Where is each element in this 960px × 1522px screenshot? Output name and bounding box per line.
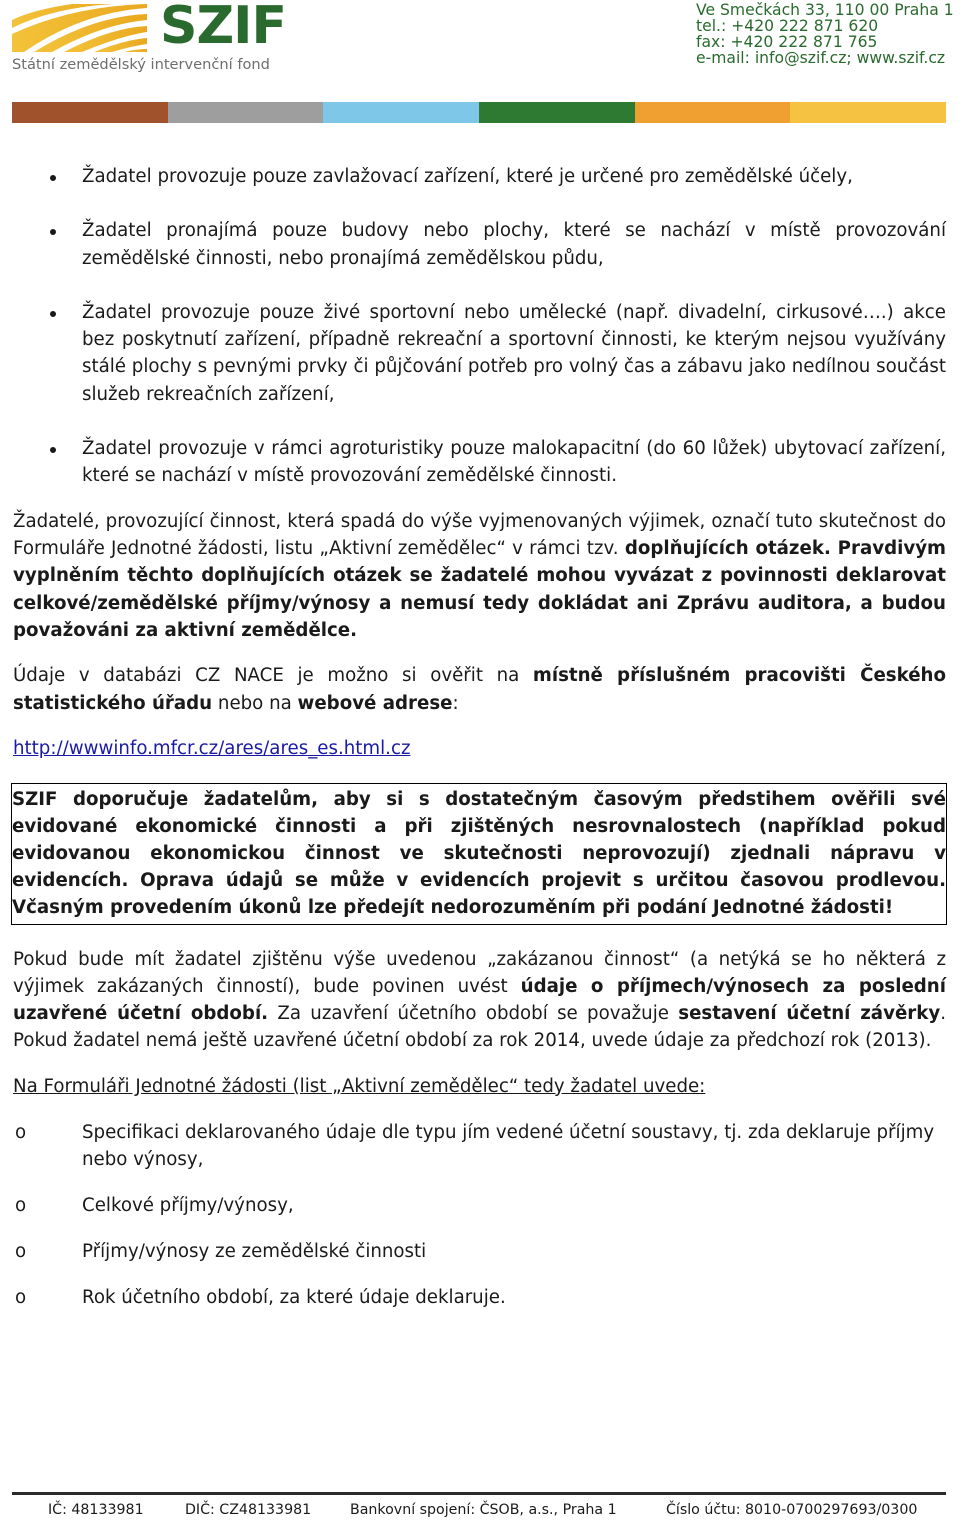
color-segment	[323, 102, 479, 123]
contact-email-web[interactable]: e-mail: info@szif.cz; www.szif.cz	[696, 49, 946, 67]
paragraph-forbidden-activity: Pokud bude mít žadatel zjištěnu výše uvedenou „zakázanou činnost“ (a netýká se ho některá z výjimek zakázaných činností), bude povinen uvést údaje o příjmech/výnosech za poslední uzavřené účetní období. Za uzavření účetního období se považuje sestavení účetní závěrky. Pokud žadatel nemá ještě uzavřené účetní období za rok 2014, uvede údaje za předchozí rok (2013).	[13, 948, 946, 1052]
list-item: Žadatel provozuje v rámci agroturistiky pouze malokapacitní (do 60 lůžek) ubytovací zařízení, které se nachází v místě provozování zemědělské činnosti.	[13, 435, 946, 489]
circle-bullet-icon: o	[15, 1241, 27, 1263]
ares-link-paragraph	[13, 735, 946, 762]
contact-fax: fax: +420 222 871 765	[696, 33, 878, 51]
list-item: o Rok účetního období, za které údaje deklaruje.	[13, 1284, 946, 1311]
szif-logo	[12, 0, 287, 74]
brand-color-bar	[12, 102, 946, 123]
color-segment	[635, 102, 791, 123]
contact-address: Ve Smečkách 33, 110 00 Praha 1	[696, 1, 954, 19]
paragraph-supplementary-questions: Žadatelé, provozující činnost, která spadá do výše vyjmenovaných výjimek, označí tuto skutečnost do Formuláře Jednotné žádosti, listu „Aktivní zemědělec“ v rámci tzv. doplňujících otázek. Pravdivým vyplněním těchto doplňujících otázek se žadatelé mohou vyvázat z povinnosti deklarovat celkové/zemědělské příjmy/výnosy a nemusí tedy dokládat ani Zprávu auditora, a budou považováni za aktivní zemědělce.	[13, 510, 946, 641]
bullet-icon	[50, 175, 56, 181]
footer-account: Číslo účtu: 8010-0700297693/0300	[666, 1502, 918, 1518]
footer-bank: Bankovní spojení: ČSOB, a.s., Praha 1	[350, 1502, 617, 1518]
list-item: Žadatel pronajímá pouze budovy nebo plochy, které se nachází v místě provozování zemědělské činnosti, nebo pronajímá zemědělskou půdu,	[13, 217, 946, 271]
recommendation-box: SZIF doporučuje žadatelům, aby si s dostatečným časovým předstihem ověřili své evidované ekonomické činnosti a při zjištěných nesrovnalostech (například pokud evidovanou ekonomickou činnost ve skutečnosti neprovozují) zjednali nápravu v evidencích. Oprava údajů se může v evidencích projevit s určitou časovou prodlevou. Včasným provedením úkonů lze předejít nedorozuměním při podání Jednotné žádosti!	[11, 783, 947, 925]
list-heading: Na Formuláři Jednotné žádosti (list „Aktivní zemědělec“ tedy žadatel uvede:	[13, 1075, 706, 1097]
list-item: o Celkové příjmy/výnosy,	[13, 1192, 946, 1219]
color-segment	[12, 102, 168, 123]
ares-link[interactable]: http://wwwinfo.mfcr.cz/ares/ares_es.html.cz	[13, 738, 411, 760]
field-stripes-logo-icon	[12, 4, 147, 52]
color-segment	[168, 102, 324, 123]
color-segment	[479, 102, 635, 123]
list-item: Žadatel provozuje pouze zavlažovací zařízení, které je určené pro zemědělské účely,	[13, 163, 946, 190]
list-item: o Příjmy/výnosy ze zemědělské činnosti	[13, 1238, 946, 1265]
document-body	[13, 163, 946, 1331]
bullet-icon	[50, 311, 56, 317]
color-segment	[790, 102, 946, 123]
footer-ico: IČ: 48133981	[48, 1502, 144, 1518]
paragraph-cz-nace: Údaje v databázi CZ NACE je možno si ověřit na místně příslušném pracovišti Českého statistického úřadu nebo na webové adrese:	[13, 665, 946, 714]
exception-list	[13, 163, 946, 489]
circle-bullet-icon: o	[15, 1121, 27, 1143]
contact-phone: tel.: +420 222 871 620	[696, 17, 879, 35]
list-item: Žadatel provozuje pouze živé sportovní nebo umělecké (např. divadelní, cirkusové….) akce bez poskytnutí zařízení, případně rekreační a sportovní činnosti, ke kterým nejsou využívány stálé plochy s pevnými prvky či půjčování potřeb pro volný čas a zábavu jako nedílnou součást služeb rekreačních zařízení,	[13, 299, 946, 408]
declaration-list	[13, 1119, 946, 1312]
list-item: o Specifikaci deklarovaného údaje dle typu jím vedené účetní soustavy, tj. zda deklaruje příjmy nebo výnosy,	[13, 1119, 946, 1173]
circle-bullet-icon: o	[15, 1287, 27, 1309]
letterhead	[0, 0, 960, 130]
footer-dic: DIČ: CZ48133981	[185, 1502, 312, 1518]
bullet-icon	[50, 229, 56, 235]
contact-block	[696, 1, 954, 67]
logo-subtitle: Státní zemědělský intervenční fond	[12, 56, 270, 73]
circle-bullet-icon: o	[15, 1194, 27, 1216]
bullet-icon	[50, 447, 56, 453]
footer-divider	[12, 1492, 946, 1495]
logo-wordmark: SZIF	[160, 0, 287, 56]
